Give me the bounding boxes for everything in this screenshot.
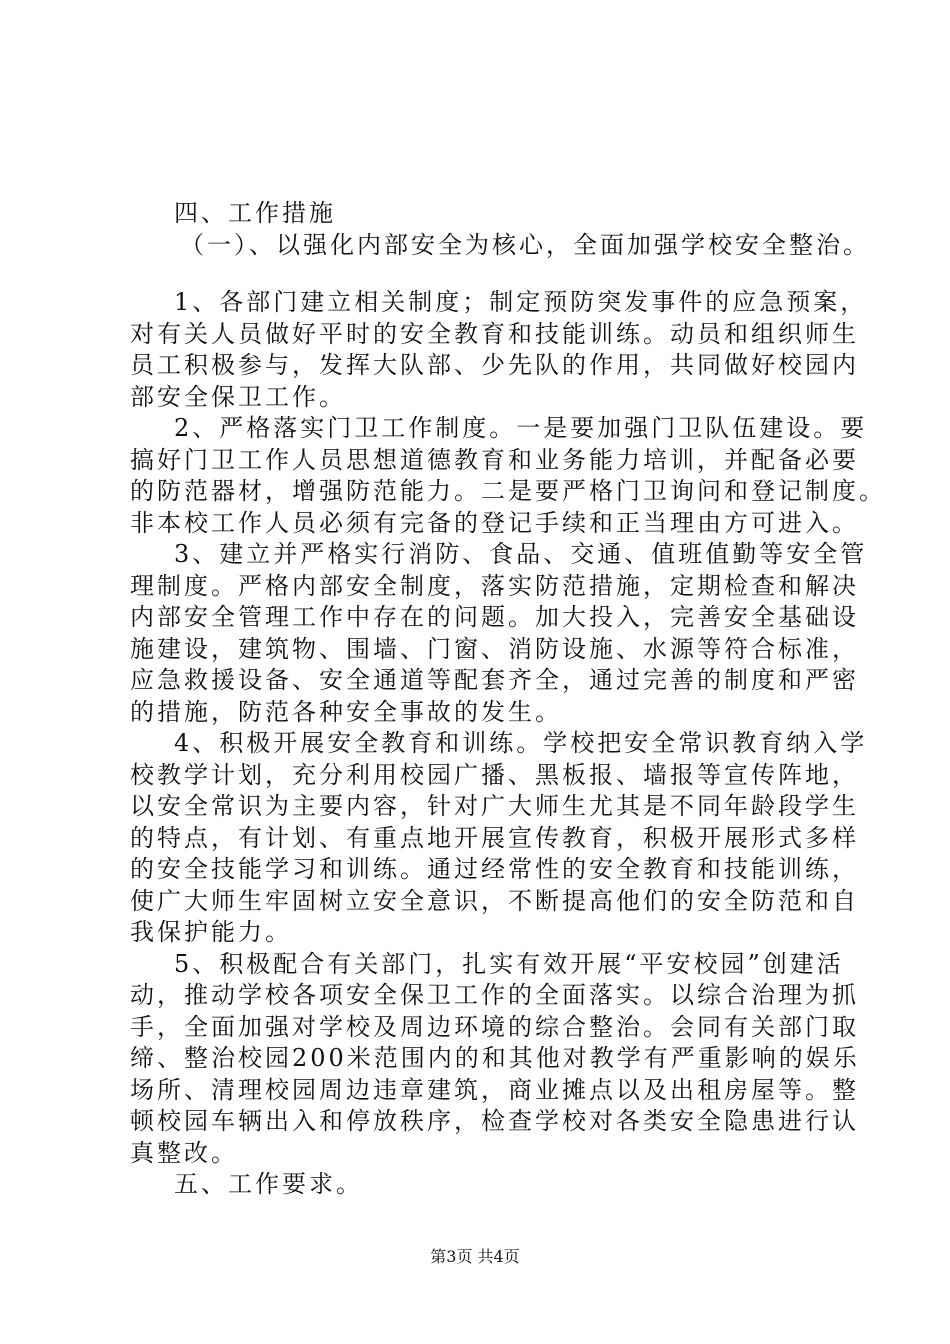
- paragraph-line: 5、积极配合有关部门，扎实有效开展“平安校园”创建活: [174, 949, 844, 978]
- paragraph-line: 部安全保卫工作。: [130, 382, 346, 411]
- paragraph-gap: [130, 261, 850, 287]
- paragraph-line: 手，全面加强对学校及周边环境的综合整治。会同有关部门取: [130, 1012, 859, 1041]
- paragraph-line: 2、严格落实门卫工作制度。一是要加强门卫队伍建设。要: [174, 414, 868, 442]
- paragraph-line: 我保护能力。: [130, 918, 292, 946]
- paragraph-line: 3、建立并严格实行消防、食品、交通、值班值勤等安全管: [174, 540, 868, 568]
- paragraph-line: 对有关人员做好平时的安全教育和技能训练。动员和组织师生: [130, 319, 859, 348]
- paragraph-line: 理制度。严格内部安全制度，落实防范措施，定期检查和解决: [130, 571, 859, 600]
- paragraph-1: [130, 287, 868, 413]
- paragraph-line: 非本校工作人员必须有完备的登记手续和正当理由方可进入。: [130, 508, 859, 537]
- paragraph-line: 真整改。: [130, 1138, 238, 1167]
- paragraph-line: 场所、清理校园周边违章建筑，商业摊点以及出租房屋等。整: [130, 1075, 859, 1104]
- paragraph-line: 以安全常识为主要内容，针对广大师生尤其是不同年龄段学生: [130, 792, 859, 820]
- section-heading-requirements: 五、工作要求。: [174, 1170, 363, 1198]
- paragraph-line: 的措施，防范各种安全事故的发生。: [130, 697, 562, 726]
- paragraph-line: 顿校园车辆出入和停放秩序，检查学校对各类安全隐患进行认: [130, 1107, 859, 1135]
- paragraph-line: 的安全技能学习和训练。通过经常性的安全教育和技能训练，: [130, 855, 859, 883]
- paragraph-5: [130, 949, 860, 1170]
- subsection-heading-internal-safety: （一）、以强化内部安全为核心，全面加强学校安全整治。: [180, 230, 870, 259]
- paragraph-line: 应急救援设备、安全通道等配套齐全，通过完善的制度和严密: [130, 666, 859, 694]
- paragraph-line: 搞好门卫工作人员思想道德教育和业务能力培训，并配备必要: [130, 445, 859, 474]
- paragraph-line: 校教学计划，充分利用校园广播、黑板报、墙报等宣传阵地，: [130, 760, 859, 789]
- paragraph-line: 使广大师生牢固树立安全意识，不断提高他们的安全防范和自: [130, 886, 859, 915]
- paragraph-3: [130, 539, 868, 728]
- document-body: [130, 198, 886, 1201]
- paragraph-line: 动，推动学校各项安全保卫工作的全面落实。以综合治理为抓: [130, 981, 859, 1009]
- paragraph-line: 的防范器材，增强防范能力。二是要严格门卫询问和登记制度。: [130, 477, 886, 505]
- paragraph-line: 缔、整治校园200米范围内的和其他对教学有严重影响的娱乐: [130, 1044, 860, 1072]
- paragraph-line: 4、积极开展安全教育和训练。学校把安全常识教育纳入学: [174, 729, 868, 757]
- page-number-footer: 第3页 共4页: [430, 1247, 520, 1266]
- paragraph-line: 员工积极参与，发挥大队部、少先队的作用，共同做好校园内: [130, 351, 859, 379]
- paragraph-line: 内部安全管理工作中存在的问题。加大投入，完善安全基础设: [130, 603, 859, 631]
- paragraph-line: 施建设，建筑物、围墙、门窗、消防设施、水源等符合标准，: [130, 634, 859, 663]
- paragraph-2: [130, 413, 886, 539]
- section-heading-measures: 四、工作措施: [174, 199, 336, 227]
- paragraph-line: 1、各部门建立相关制度；制定预防突发事件的应急预案，: [174, 288, 868, 316]
- paragraph-4: [130, 728, 868, 949]
- paragraph-line: 的特点，有计划、有重点地开展宣传教育，积极开展形式多样: [130, 823, 859, 852]
